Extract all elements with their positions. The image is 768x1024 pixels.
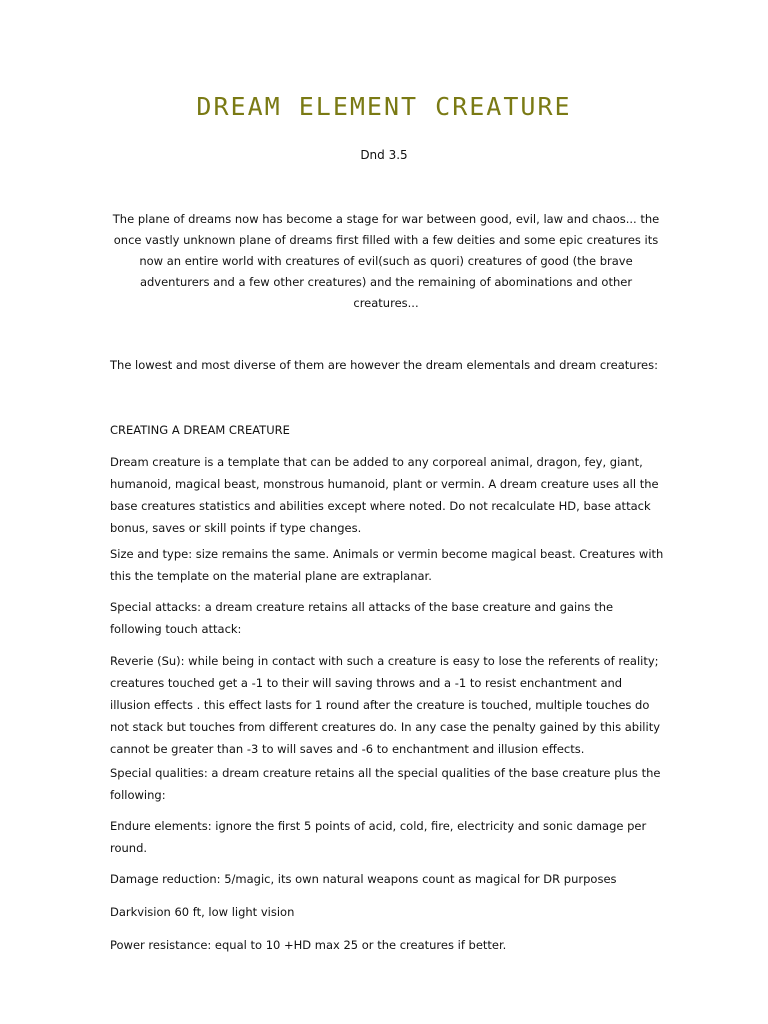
special-attacks-paragraph: Special attacks: a dream creature retains all attacks of the base creature and gains the following touch attack: — [110, 600, 614, 636]
special-qualities-paragraph: Special qualities: a dream creature retains all the special qualities of the base creature plus the following: — [110, 766, 661, 802]
document-title: DREAM ELEMENT CREATURE — [196, 92, 572, 121]
size-type-paragraph: Size and type: size remains the same. Animals or vermin become magical beast. Creatures with this the template on the material plane are extraplanar. — [110, 547, 664, 583]
damage-reduction-paragraph: Damage reduction: 5/magic, its own natural weapons count as magical for DR purposes — [110, 872, 617, 886]
template-paragraph: Dream creature is a template that can be added to any corporeal animal, dragon, fey, giant, humanoid, magical beast, monstrous humanoid, plant or vermin. A dream creature uses all the base creatures statistics and abilities except where noted. Do not recalculate HD, base attack bonus, saves or skill points if type changes. — [110, 455, 659, 535]
power-resistance-paragraph: Power resistance: equal to 10 +HD max 25 or the creatures if better. — [110, 938, 507, 952]
darkvision-paragraph: Darkvision 60 ft, low light vision — [110, 905, 295, 919]
reverie-paragraph: Reverie (Su): while being in contact with such a creature is easy to lose the referents of reality; creatures touched get a -1 to their will saving throws and a -1 to resist enchantment and illusion effects . this effect lasts for 1 round after the creature is touched, multiple touches do not stack but touches from different creatures do. In any case the penalty gained by this ability cannot be greater than -3 to will saves and -6 to enchantment and illusion effects. — [110, 654, 661, 756]
document-subtitle: Dnd 3.5 — [360, 148, 408, 162]
lowest-paragraph: The lowest and most diverse of them are however the dream elementals and dream creatures: — [110, 358, 658, 372]
endure-elements-paragraph: Endure elements: ignore the first 5 points of acid, cold, fire, electricity and sonic damage per round. — [110, 819, 647, 855]
intro-paragraph: The plane of dreams now has become a stage for war between good, evil, law and chaos... the once vastly unknown plane of dreams first filled with a few deities and some epic creatures its now an entire world with creatures of evil(such as quori) creatures of good (the brave adventurers and a few other creatures) and the remaining of abominations and other creatures... — [112, 212, 660, 310]
section-heading: CREATING A DREAM CREATURE — [110, 423, 290, 437]
